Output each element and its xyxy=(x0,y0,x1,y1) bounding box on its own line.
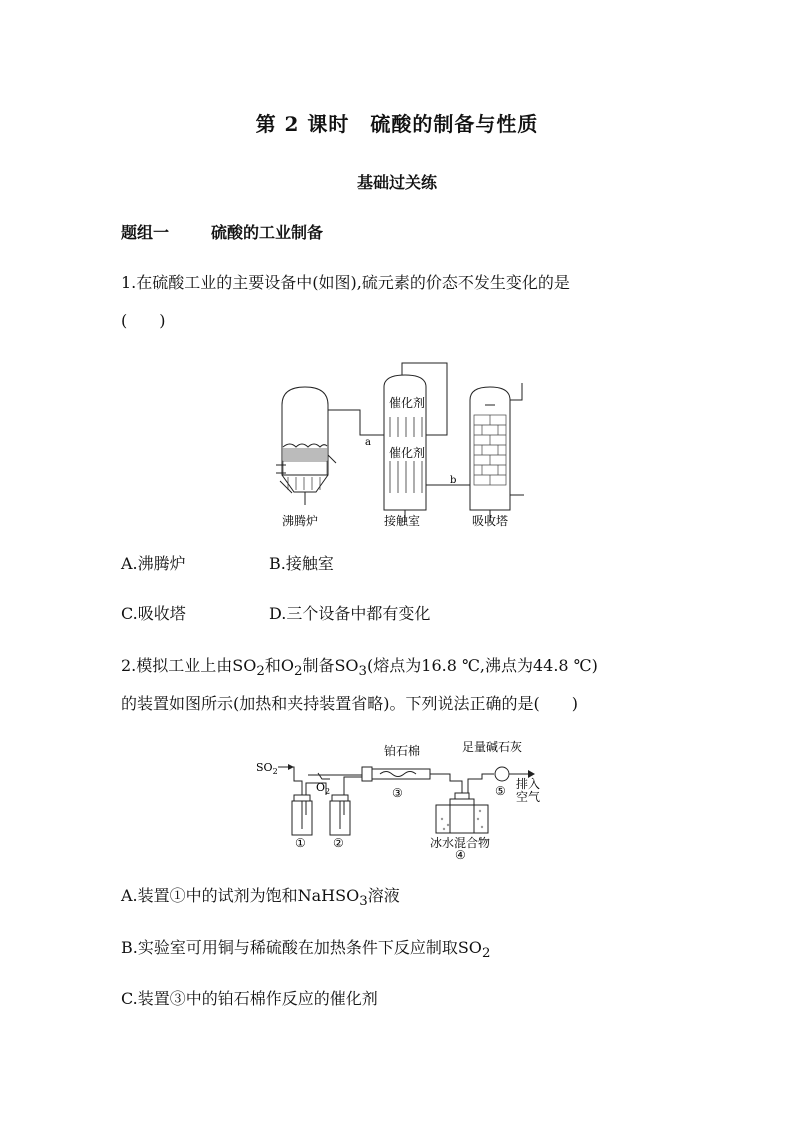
subscript: 3 xyxy=(359,894,368,910)
subscript: 2 xyxy=(256,664,265,680)
label-exhaust-line2: 空气 xyxy=(516,790,541,804)
page-title: 第 2 课时 硫酸的制备与性质 xyxy=(255,112,539,136)
label-n2: ② xyxy=(333,836,344,850)
q2-option-a-part: A.装置①中的试剂为饱和NaHSO xyxy=(121,886,360,905)
q2-stem-part: 制备SO xyxy=(302,656,359,675)
so2-inlet-arrow-icon xyxy=(288,764,294,770)
boiling-furnace-body xyxy=(282,387,328,475)
catalyst-label-top: 催化剂 xyxy=(389,396,426,410)
label-n3: ③ xyxy=(392,786,403,800)
q1-stem-line2: ( ) xyxy=(121,311,166,330)
topic-label: 题组一 xyxy=(121,223,170,242)
q2-stem-part: 2.模拟工业上由SO xyxy=(121,656,257,675)
subscript: 2 xyxy=(481,946,491,962)
q1-sulfuric-acid-plant-figure xyxy=(262,355,552,535)
q2-stem-part: (熔点为16.8 ℃,沸点为44.8 ℃) xyxy=(367,656,598,675)
q1-option-c: C.吸收塔 xyxy=(121,604,186,623)
label-so2-text: SO xyxy=(256,761,273,774)
topic-name: 硫酸的工业制备 xyxy=(211,223,324,242)
label-exhaust-line1: 排入 xyxy=(516,777,541,791)
q2-option-a-part: 溶液 xyxy=(367,886,400,905)
label-o2-text: O xyxy=(316,781,326,794)
topic-heading xyxy=(121,220,323,243)
collection-bottle xyxy=(450,799,474,833)
q2-option-b-part: B.实验室可用铜与稀硫酸在加热条件下反应制取SO xyxy=(121,938,482,957)
subscript: 3 xyxy=(358,664,368,680)
subscript: 2 xyxy=(272,767,278,776)
pipe-mark-b: b xyxy=(450,475,457,486)
label-n5: ⑤ xyxy=(495,784,506,798)
label-platinum-asbestos: 铂石棉 xyxy=(384,744,421,758)
label-n4: ④ xyxy=(455,848,466,860)
q1-option-a: A.沸腾炉 xyxy=(121,554,186,573)
q1-option-b: B.接触室 xyxy=(269,554,334,573)
label-contact-chamber: 接触室 xyxy=(384,514,421,528)
label-ice-water: 冰水混合物 xyxy=(430,836,491,850)
pipe-mark-a: a xyxy=(365,437,371,448)
subscript: 2 xyxy=(293,664,303,680)
q2-option-c: C.装置③中的铂石棉作反应的催化剂 xyxy=(121,989,378,1008)
soda-lime-tube xyxy=(495,767,509,781)
q1-stem-line1: 1.在硫酸工业的主要设备中(如图),硫元素的价态不发生变化的是 xyxy=(121,273,570,292)
q2-apparatus-figure xyxy=(250,735,550,860)
label-boiling-furnace: 沸腾炉 xyxy=(282,514,319,528)
label-o2 xyxy=(316,781,330,796)
q2-option-b xyxy=(121,938,490,964)
label-n1: ① xyxy=(295,836,306,850)
q1-option-d: D.三个设备中都有变化 xyxy=(269,604,431,623)
q2-option-a xyxy=(121,886,400,912)
label-soda-lime: 足量碱石灰 xyxy=(462,740,523,754)
section-subtitle: 基础过关练 xyxy=(356,173,437,192)
q2-stem-line1 xyxy=(121,656,598,682)
label-so2 xyxy=(256,761,278,776)
q2-stem-line2: 的装置如图所示(加热和夹持装置省略)。下列说法正确的是( ) xyxy=(121,694,578,713)
catalyst-label-middle: 催化剂 xyxy=(389,446,426,460)
subscript: 2 xyxy=(325,787,331,796)
q2-stem-part: 和O xyxy=(264,656,294,675)
label-absorption-tower: 吸收塔 xyxy=(472,514,509,528)
